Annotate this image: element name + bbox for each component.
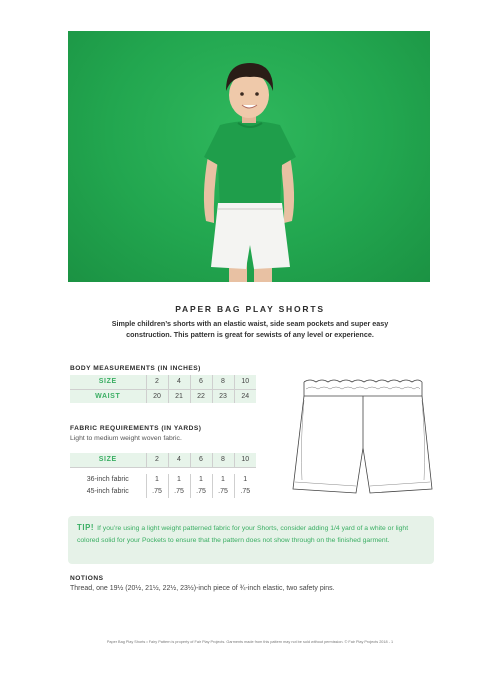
waist-cell: 24 (234, 389, 256, 403)
size-cell: 8 (212, 453, 234, 467)
child-figure-illustration (68, 31, 430, 282)
waist-label: WAIST (70, 389, 146, 403)
fabric-requirements-table (70, 474, 256, 498)
size-cell: 10 (234, 375, 256, 389)
yardage-cell: .75 (146, 486, 168, 498)
size-cell: 6 (190, 375, 212, 389)
pattern-title: PAPER BAG PLAY SHORTS (175, 304, 325, 314)
waist-cell: 20 (146, 389, 168, 403)
notions-text: Thread, one 19½ (20½, 21½, 22½, 23½)-inch piece of ¾-inch elastic, two safety pins. (70, 585, 335, 592)
waist-cell: 21 (168, 389, 190, 403)
yardage-cell: .75 (212, 486, 234, 498)
size-label: SIZE (70, 453, 146, 467)
shorts-line-drawing (290, 376, 436, 500)
size-cell: 4 (168, 453, 190, 467)
yardage-cell: .75 (168, 486, 190, 498)
yardage-cell: 1 (234, 474, 256, 486)
size-cell: 8 (212, 375, 234, 389)
size-cell: 6 (190, 453, 212, 467)
tip-label: TIP! (77, 523, 95, 532)
size-label: SIZE (70, 375, 146, 389)
tip-box (68, 516, 434, 564)
table-row (70, 453, 256, 467)
tip-text: If you’re using a light weight patterned fabric for your Shorts, consider adding 1/4 yard of a white or light colored solid for your Pockets to ensure that the pattern does not show through on the finished garment. (77, 525, 409, 544)
table-row (70, 389, 256, 403)
yardage-cell: .75 (234, 486, 256, 498)
table-row (70, 375, 256, 389)
yardage-cell: .75 (190, 486, 212, 498)
waist-cell: 22 (190, 389, 212, 403)
body-measurements-heading: BODY MEASUREMENTS (IN INCHES) (70, 365, 201, 372)
cover-photo (68, 31, 430, 282)
yardage-cell: 1 (212, 474, 234, 486)
footer-text: Paper Bag Play Shorts • Fairy Pattern is property of Fair Play Projects. Garments made from this pattern may not be sold without permission. © Fair Play Projects 2018 - 1 (106, 640, 394, 644)
table-row (70, 486, 256, 498)
size-cell: 2 (146, 453, 168, 467)
pattern-description: Simple children’s shorts with an elastic waist, side seam pockets and super easy construction. This pattern is great for sewists of any level or experience. (111, 319, 389, 339)
size-cell: 4 (168, 375, 190, 389)
waist-cell: 23 (212, 389, 234, 403)
notions-heading: NOTIONS (70, 575, 104, 582)
size-cell: 2 (146, 375, 168, 389)
yardage-cell: 1 (168, 474, 190, 486)
fabric-subheading: Light to medium weight woven fabric. (70, 435, 182, 442)
table-row (70, 474, 256, 486)
yardage-cell: 1 (190, 474, 212, 486)
size-cell: 10 (234, 453, 256, 467)
fabric-width-label: 36-inch fabric (86, 476, 129, 483)
body-measurements-table (70, 375, 256, 403)
fabric-requirements-heading: FABRIC REQUIREMENTS (IN YARDS) (70, 425, 202, 432)
fabric-size-table (70, 453, 256, 468)
fabric-width-label: 45-inch fabric (86, 488, 129, 495)
yardage-cell: 1 (146, 474, 168, 486)
